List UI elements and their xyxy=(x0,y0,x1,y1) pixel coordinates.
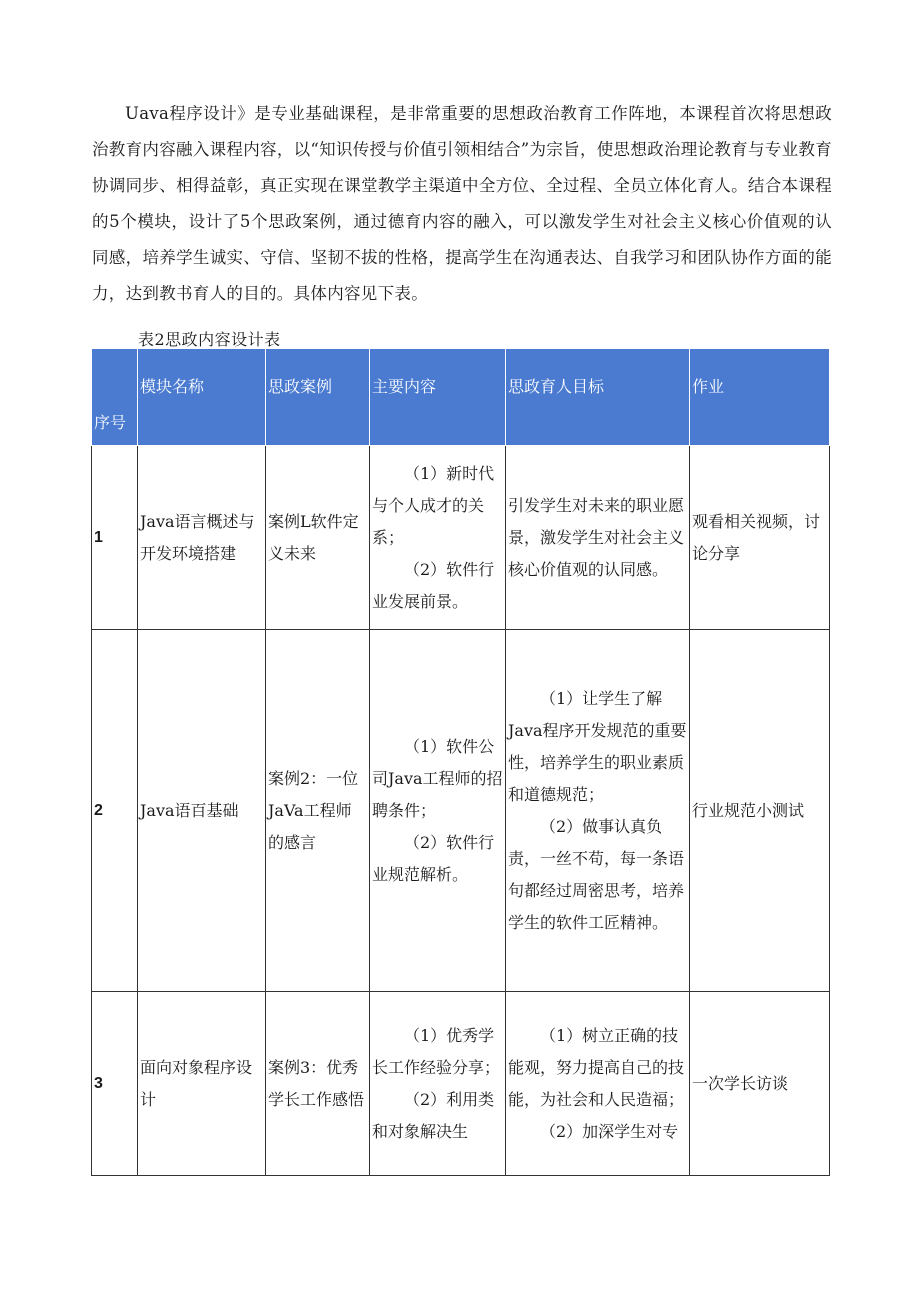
row-content xyxy=(370,992,506,1176)
goal-item: 引发学生对未来的职业愿景，激发学生对社会主义核心价值观的认同感。 xyxy=(508,495,685,579)
row-homework: 行业规范小测试 xyxy=(690,630,830,992)
row-homework: 观看相关视频，讨论分享 xyxy=(690,446,830,630)
header-case: 思政案例 xyxy=(266,349,370,446)
goal-item: （1）让学生了解Java程序开发规范的重要性，培养学生的职业素质和道德规范； xyxy=(508,688,687,804)
header-goal: 思政育人目标 xyxy=(506,349,690,446)
goal-item: （2）加深学生对专 xyxy=(540,1121,679,1141)
table-header-row xyxy=(92,349,830,446)
content-item: （2）软件行业规范解析。 xyxy=(372,832,495,884)
row-seq: 1 xyxy=(92,446,138,630)
row-content xyxy=(370,630,506,992)
table-row xyxy=(92,630,830,992)
row-goal xyxy=(506,446,690,630)
table-caption: 表2思政内容设计表 xyxy=(138,330,281,349)
goal-item: （2）做事认真负责，一丝不苟，每一条语句都经过周密思考，培养学生的软件工匠精神。 xyxy=(508,816,685,932)
table-row xyxy=(92,992,830,1176)
row-module: Java语百基础 xyxy=(138,630,266,992)
row-homework: 一次学长访谈 xyxy=(690,992,830,1176)
row-case: 案例2：一位JaVa工程师的感言 xyxy=(266,630,370,992)
header-module: 模块名称 xyxy=(138,349,266,446)
row-seq: 3 xyxy=(92,992,138,1176)
row-seq: 2 xyxy=(92,630,138,992)
table-row xyxy=(92,446,830,630)
row-goal xyxy=(506,992,690,1176)
intro-paragraph: Uava程序设计》是专业基础课程，是非常重要的思想政治教育工作阵地，本课程首次将思想政治教育内容融入课程内容，以“知识传授与价值引领相结合”为宗旨，使思想政治理论教育与专业教育协调同步、相得益彰，真正实现在课堂教学主渠道中全方位、全过程、全员立体化育人。结合本课程的5个模块，设计了5个思政案例，通过德育内容的融入，可以激发学生对社会主义核心价值观的认同感，培养学生诚实、守信、坚韧不拔的性格，提高学生在沟通表达、自我学习和团队协作方面的能力，达到教书育人的目的。具体内容见下表。 xyxy=(92,104,832,303)
content-item: （1）优秀学长工作经验分享； xyxy=(372,1025,501,1077)
row-case: 案例L软件定义未来 xyxy=(266,446,370,630)
ideology-content-table xyxy=(91,348,830,1176)
goal-item: （1）树立正确的技能观，努力提高自己的技能，为社会和人民造福； xyxy=(508,1025,685,1109)
header-homework: 作业 xyxy=(690,349,830,446)
content-item: （2）利用类和对象解决生 xyxy=(372,1089,495,1141)
content-item: （1）新时代与个人成才的关系； xyxy=(372,463,495,547)
content-item: （1）软件公司Java工程师的招聘条件； xyxy=(372,736,503,820)
header-seq: 序号 xyxy=(92,349,138,446)
row-module: Java语言概述与开发环境搭建 xyxy=(138,446,266,630)
content-item: （2）软件行业发展前景。 xyxy=(372,559,495,611)
row-content xyxy=(370,446,506,630)
row-module: 面向对象程序设计 xyxy=(138,992,266,1176)
row-goal xyxy=(506,630,690,992)
header-content: 主要内容 xyxy=(370,349,506,446)
row-case: 案例3：优秀学长工作感悟 xyxy=(266,992,370,1176)
